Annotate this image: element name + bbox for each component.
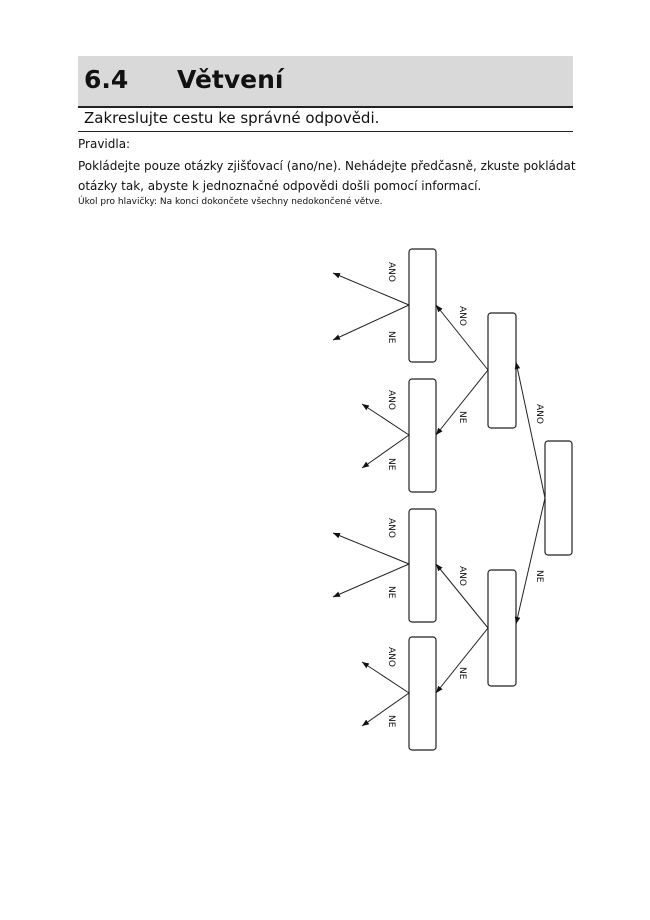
l2top-yes-label: ANO [457,306,467,326]
l3-3-no-arrow [333,564,409,597]
level3-box-3[interactable] [409,509,436,622]
l2bottom-no-arrow [436,628,488,693]
root-yes-label: ANO [534,404,544,424]
level3-box-2[interactable] [409,379,436,492]
l2bottom-yes-label: ANO [457,566,467,586]
rules-text: Pokládejte pouze otázky zjišťovací (ano/ne). Nehádejte předčasně, zkuste pokládat otázky tak, abyste k jednoznačné odpovědi došli pomocí informací. [78,159,576,193]
l3-2-yes-arrow [362,404,409,435]
l3-2-no-label: NE [386,458,396,471]
section-title: Větvení [177,65,284,94]
l2top-no-label: NE [457,411,467,424]
l3-3-yes-arrow [333,533,409,564]
l3-3-no-label: NE [386,586,396,599]
section-number: 6.4 [84,65,129,94]
l2bottom-no-label: NE [457,667,467,680]
l3-1-no-arrow [333,305,409,340]
l3-1-yes-arrow [333,273,409,305]
level3-box-4[interactable] [409,637,436,750]
rules-label: Pravidla: [78,137,131,151]
l3-2-yes-label: ANO [386,390,396,410]
root-no-label: NE [534,570,544,583]
l3-1-yes-label: ANO [386,262,396,282]
l3-2-no-arrow [362,435,409,468]
level2-box-bottom[interactable] [488,570,516,686]
task-note: Úkol pro hlavičky: Na konci dokončete všechny nedokončené větve. [78,197,383,207]
l3-4-no-label: NE [386,715,396,728]
root-no-arrow [516,498,545,624]
level2-box-top[interactable] [488,313,516,428]
root-box[interactable] [545,441,572,555]
l3-1-no-label: NE [386,331,396,344]
level3-box-1[interactable] [409,249,436,362]
l3-3-yes-label: ANO [386,518,396,538]
section-subtitle: Zakreslujte cestu ke správné odpovědi. [84,109,380,127]
l3-4-yes-arrow [362,662,409,693]
root-yes-arrow [516,362,545,498]
l3-4-no-arrow [362,693,409,726]
l3-4-yes-label: ANO [386,647,396,667]
l2top-no-arrow [436,370,488,435]
